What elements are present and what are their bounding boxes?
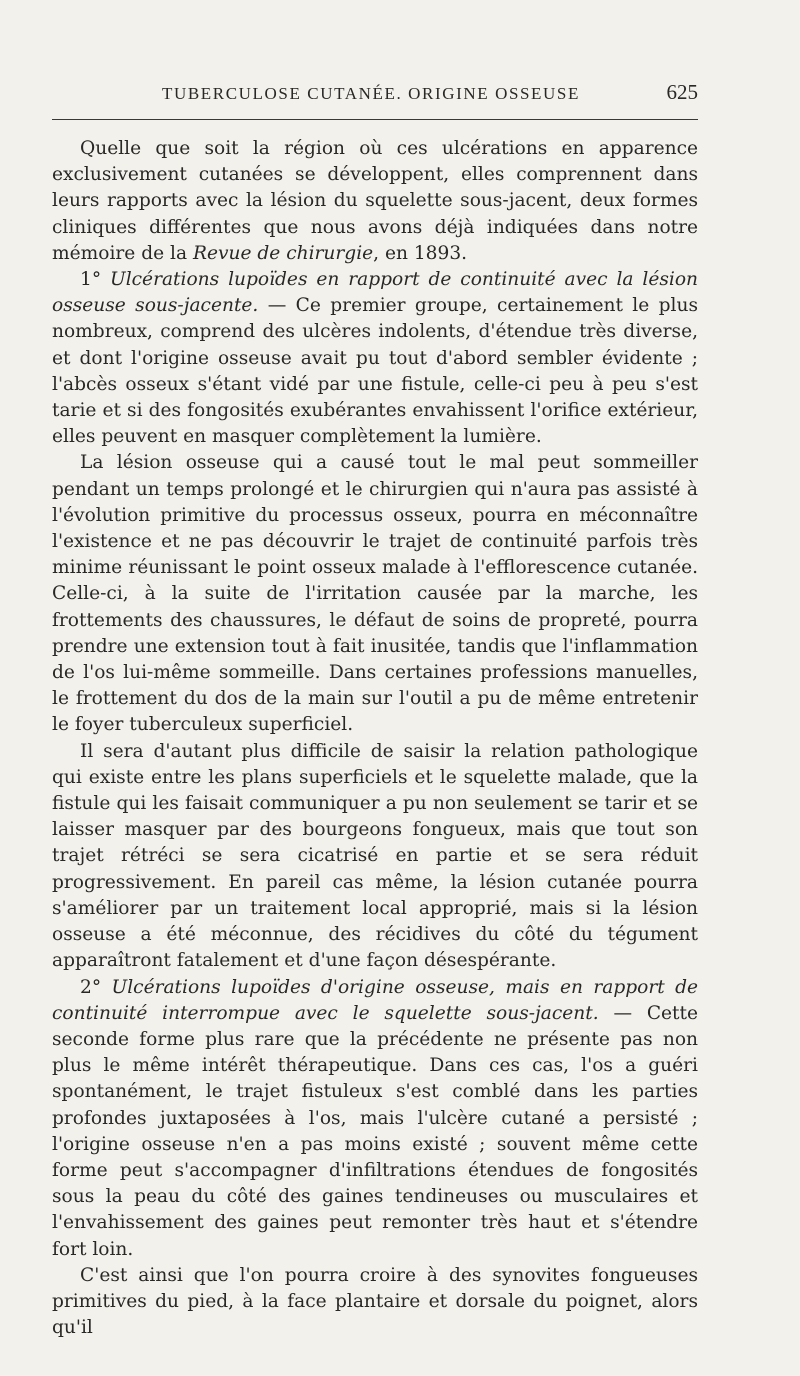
paragraph-text: — Ce premier groupe, certainement le plus nombreux, comprend des ulcères indolents, d'étendue très diverse, et dont l'origine osseuse avait pu tout d'abord sembler évidente ; l'abcès osseux s'étant vidé par une fistule, celle-ci peu à peu s'est tarie et si des fongosités exubérantes envahissent l'orifice extérieur, elles peuvent en masquer complètement la lumière.	[52, 295, 698, 448]
paragraph-text: — Cette seconde forme plus rare que la précédente ne présente pas non plus le même intérêt thérapeutique. Dans ces cas, l'os a guéri spontanément, le trajet fistuleux s'est comblé dans les parties profondes juxtaposées à l'os, mais l'ulcère cutané a persisté ; l'origine osseuse n'en a pas moins existé ; souvent même cette forme peut s'accompagner d'infiltrations étendues de fongosités sous la peau du côté des gaines tendineuses ou musculaires et l'envahissement des gaines peut remonter très haut et s'étendre fort loin.	[52, 1002, 699, 1260]
body-text	[52, 136, 698, 1341]
page-number: 625	[666, 80, 698, 104]
paragraph	[52, 267, 698, 450]
paragraph	[52, 975, 698, 1263]
paragraph-text: La lésion osseuse qui a causé tout le mal peut sommeiller pendant un temps prolongé et le chirurgien qui n'aura pas assisté à l'évolution primitive du processus osseux, pourra en méconnaître l'existence et ne pas découvrir le trajet de continuité parfois très minime réunissant le point osseux malade à l'efflorescence cutanée. Celle-ci, à la suite de l'irritation causée par la marche, les frottements des chaussures, le défaut de soins de propreté, pourra prendre une extension tout à fait inusitée, tandis que l'inflammation de l'os lui-même sommeille. Dans certaines professions manuelles, le frottement du dos de la main sur l'outil a pu de même entretenir le foyer tuberculeux superficiel.	[52, 452, 698, 736]
section-heading: Ulcérations lupoïdes d'origine osseuse, mais en rapport de continuité interrompue avec le squelette sous-jacent.	[52, 976, 698, 1024]
section-heading: Ulcérations lupoïdes en rapport de continuité avec la lésion osseuse sous-jacente.	[52, 269, 698, 317]
journal-title: Revue de chirurgie	[192, 242, 374, 264]
paragraph-text: Quelle que soit la région où ces ulcérations en apparence exclusivement cutanées se développent, elles comprennent dans leurs rapports avec la lésion du squelette sous-jacent, deux formes cliniques différentes que nous avons déjà indiquées dans notre mémoire de la	[52, 138, 698, 264]
paragraph	[52, 739, 698, 975]
running-head	[52, 78, 698, 108]
section-number: 2°	[80, 976, 112, 998]
section-number: 1°	[80, 269, 111, 291]
running-title: TUBERCULOSE CUTANÉE. ORIGINE OSSEUSE	[162, 84, 580, 103]
paragraph-text: Il sera d'autant plus difficile de saisir la relation pathologique qui existe entre les plans superficiels et le squelette malade, que la fistule qui les faisait communiquer a pu non seulement se tarir et se laisser masquer par des bourgeons fongueux, mais que tout son trajet rétréci se sera cicatrisé en partie et se sera réduit progressivement. En pareil cas même, la lésion cutanée pourra s'améliorer par un traitement local approprié, mais si la lésion osseuse a été méconnue, des récidives du côté du tégument apparaîtront fatalement et d'une façon désespérante.	[52, 740, 698, 972]
paragraph	[52, 136, 698, 267]
header-rule	[52, 119, 698, 120]
paragraph	[52, 450, 698, 738]
paragraph-text: C'est ainsi que l'on pourra croire à des synovites fongueuses primitives du pied, à la face plantaire et dorsale du poignet, alors qu'il	[52, 1264, 698, 1339]
paragraph-text: , en 1893.	[373, 242, 468, 264]
paragraph	[52, 1263, 698, 1342]
